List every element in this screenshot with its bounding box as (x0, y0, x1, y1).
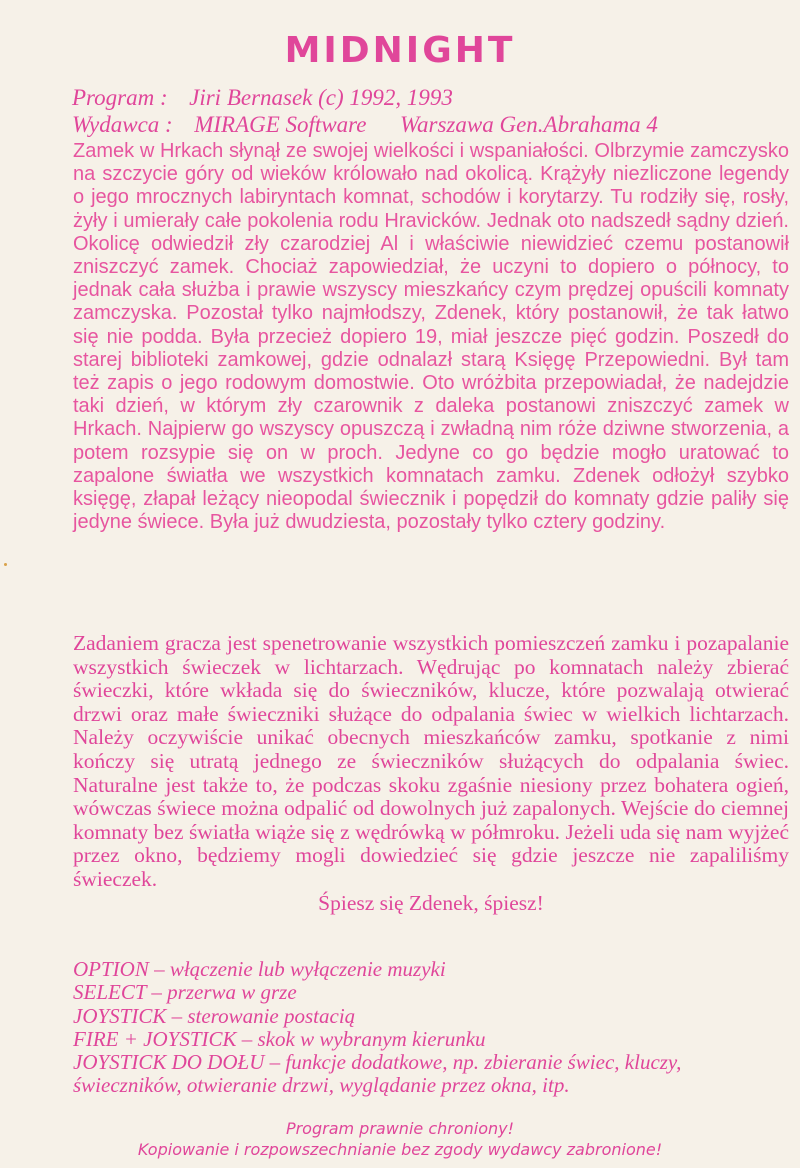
control-separator: – (269, 1050, 281, 1075)
control-separator: – (241, 1026, 253, 1051)
control-action: przerwa w grze (167, 980, 297, 1005)
publisher-name: MIRAGE Software (194, 112, 367, 137)
control-action: włączenie lub wyłączenie muzyki (169, 957, 446, 981)
publisher-label: Wydawca : (72, 112, 173, 137)
program-value: Jiri Bernasek (c) 1992, 1993 (189, 85, 453, 110)
control-item (73, 958, 789, 981)
control-action: skok w wybranym kierunku (257, 1026, 486, 1051)
copyright-notice (0, 1118, 800, 1160)
gameplay-closing-line: Śpiesz się Zdenek, śpiesz! (318, 890, 544, 915)
control-item (73, 1028, 789, 1051)
copyright-line-2: Kopiowanie i rozpowszechnianie bez zgody wydawcy zabronione! (137, 1140, 663, 1159)
story-paragraph: Zamek w Hrkach słynął ze swojej wielkości i wspaniałości. Olbrzymie zamczysko na szczycie góry od wieków królowało nad okolicą. Krążyły niezliczone legendy o jego mrocznych labiryntach komnat, schodów i korytarzy. Tu rodziły się, rosły, żyły i umierały całe pokolenia rodu Hravicków. Jednak oto nadszedł sądny dzień. Okolicę odwiedził zły czarodziej Al i właściwie niewidzieć czemu postanowił zniszczyć zamek. Chociaż zapowiedział, że uczyni to dopiero o północy, to jednak cała służba i prawie wszyscy mieszkańcy czym prędzej opuścili komnaty zamczyska. Pozostał tylko najmłodszy, Zdenek, który postanowił, że tak łatwo się nie podda. Była przecież dopiero 19, miał jeszcze pięć godzin. Poszedł do starej biblioteki zamkowej, gdzie odnalazł starą Księgę Przepowiedni. Był tam też zapis o jego rodowym domostwie. Oto wróżbita przepowiadał, że nadejdzie taki dzień, w którym zły czarownik z daleka postanowi zniszczyć zamek w Hrkach. Najpierw go wszyscy opuszczą i zwładną nim róże dziwne stworzenia, a potem rozsypie się on w proch. Jedyne co go będzie mogło uratować to zapalone światła we wszystkich komnatach zamku. Zdenek odłożył szybko księgę, złapał leżący nieopodal świecznik i popędził do komnaty gdzie paliły się jedyne świece. Była już dwudziesta, pozostały tylko cztery godziny. (73, 140, 789, 534)
control-separator: – (171, 1003, 183, 1028)
control-action: funkcje dodatkowe, np. zbieranie świec, kluczy, świeczników, otwieranie drzwi, wyglądanie przez okna, itp. (73, 1050, 682, 1098)
control-key: JOYSTICK DO DOŁU (73, 1050, 265, 1075)
control-action: sterowanie postacią (187, 1003, 356, 1028)
paper-speck (4, 563, 7, 566)
gameplay-section (73, 632, 789, 915)
control-key: OPTION (73, 957, 149, 981)
copyright-line-1: Program prawnie chroniony! (285, 1119, 515, 1138)
publisher-credit (72, 111, 792, 138)
gameplay-paragraph: Zadaniem gracza jest spenetrowanie wszystkich pomieszczeń zamku i pozapalanie wszystkich świeczek w lichtarzach. Wędrując po komnatach należy zbierać świeczki, które wkłada się do świeczników, klucze, które pozwalają otwierać drzwi oraz małe świeczniki służące do odpalania świec w wielkich lichtarzach. Należy oczywiście unikać obecnych mieszkańców zamku, spotkanie z nimi kończy się utratą jednego ze świeczników służących do odpalania świec. Naturalne jest także to, że podczas skoku zgaśnie niesiony przez bohatera ogień, wówczas świece można odpalić od dowolnych już zapalonych. Wejście do ciemnej komnaty bez światła wiąże się z wędrówką w półmroku. Jeżeli uda się nam wyjżeć przez okno, będziemy mogli dowiedzieć się gdzie jeszcze nie zapaliliśmy świeczek. (73, 631, 789, 891)
control-separator: – (154, 957, 165, 981)
control-item (73, 1005, 789, 1028)
program-label: Program : (72, 85, 168, 110)
game-title: MIDNIGHT (284, 30, 516, 71)
credits-block (72, 84, 792, 138)
program-credit (72, 84, 792, 111)
control-key: JOYSTICK (73, 1003, 167, 1028)
publisher-address: Warszawa Gen.Abrahama 4 (399, 112, 658, 137)
control-item (73, 981, 789, 1004)
control-key: SELECT (73, 980, 147, 1005)
control-item (73, 1051, 789, 1098)
control-key: FIRE + JOYSTICK (73, 1026, 237, 1051)
controls-list (73, 958, 789, 1098)
control-separator: – (151, 980, 162, 1005)
